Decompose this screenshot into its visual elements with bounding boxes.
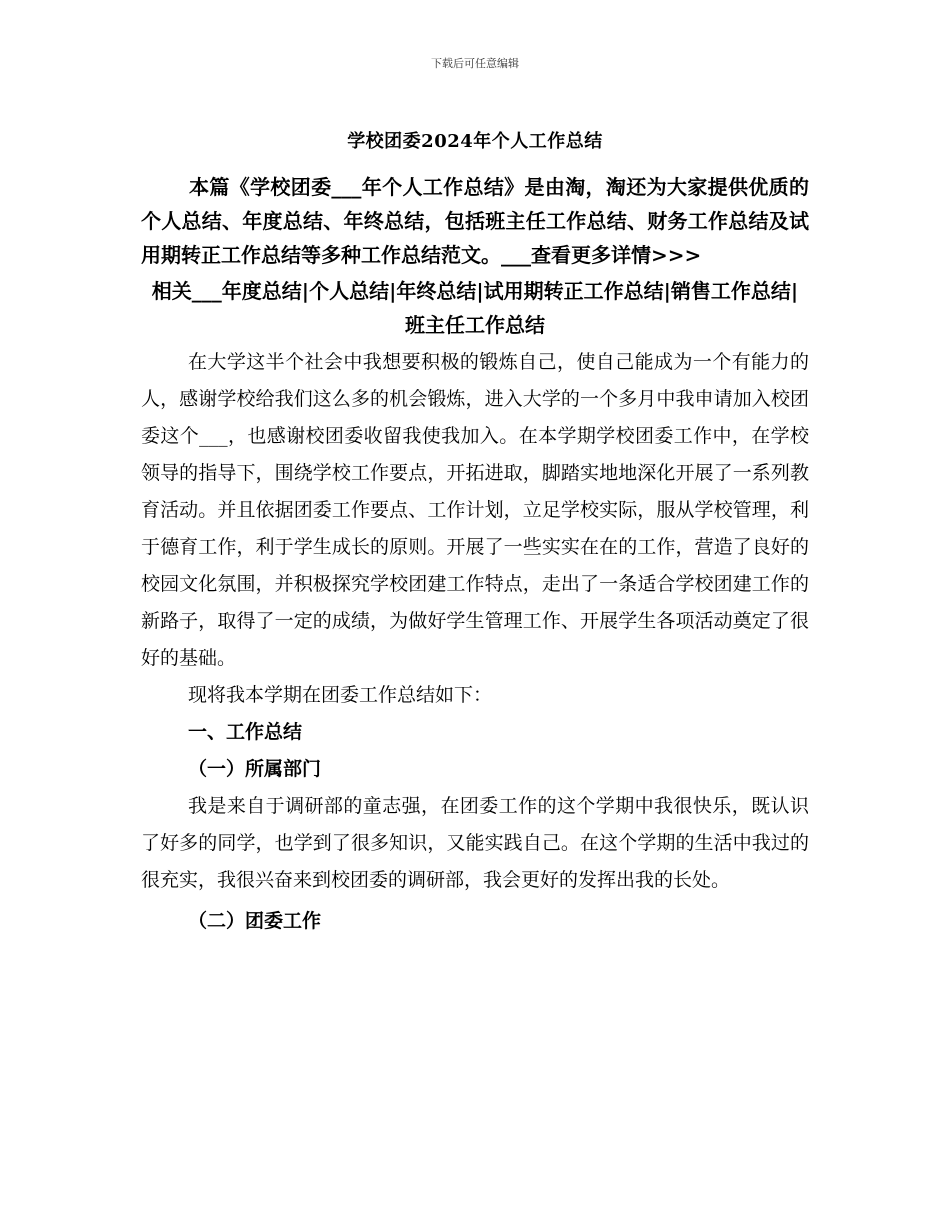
body-paragraph-2: 现将我本学期在团委工作总结如下： — [188, 684, 493, 706]
intro-paragraph: 本篇《学校团委___年个人工作总结》是由淘，淘还为大家提供优质的个人总结、年度总结、年终总结，包括班主任工作总结、财务工作总结及试用期转正工作总结等多种工作总结范文。___查看更多详情>>> — [141, 175, 809, 267]
document-title: 学校团委2024年个人工作总结 — [347, 131, 603, 152]
page-header-note: 下载后可任意编辑 — [431, 57, 519, 70]
subsection-heading-1: （一）所属部门 — [188, 758, 322, 780]
related-links: 相关___年度总结|个人总结|年终总结|试用期转正工作总结|销售工作总结|班主任工作总结 — [151, 279, 799, 337]
document-body — [141, 170, 809, 940]
subsection-heading-2: （二）团委工作 — [188, 910, 322, 932]
body-paragraph-1: 在大学这半个社会中我想要积极的锻炼自己，使自己能成为一个有能力的人，感谢学校给我们这么多的机会锻炼，进入大学的一个多月中我申请加入校团委这个___，也感谢校团委收留我使我加入。在本学期学校团委工作中，在学校领导的指导下，围绕学校工作要点，开拓进取，脚踏实地地深化开展了一系列教育活动。并且依据团委工作要点、工作计划，立足学校实际，服从学校管理，利于德育工作，利于学生成长的原则。开展了一些实实在在的工作，营造了良好的校园文化氛围，并积极探究学校团建工作特点，走出了一条适合学校团建工作的新路子，取得了一定的成绩，为做好学生管理工作、开展学生各项活动奠定了很好的基础。 — [141, 351, 809, 669]
body-paragraph-3: 我是来自于调研部的童志强，在团委工作的这个学期中我很快乐，既认识了好多的同学，也学到了很多知识，又能实践自己。在这个学期的生活中我过的很充实，我很兴奋来到校团委的调研部，我会更好的发挥出我的长处。 — [141, 795, 809, 891]
section-heading-1: 一、工作总结 — [188, 721, 303, 743]
